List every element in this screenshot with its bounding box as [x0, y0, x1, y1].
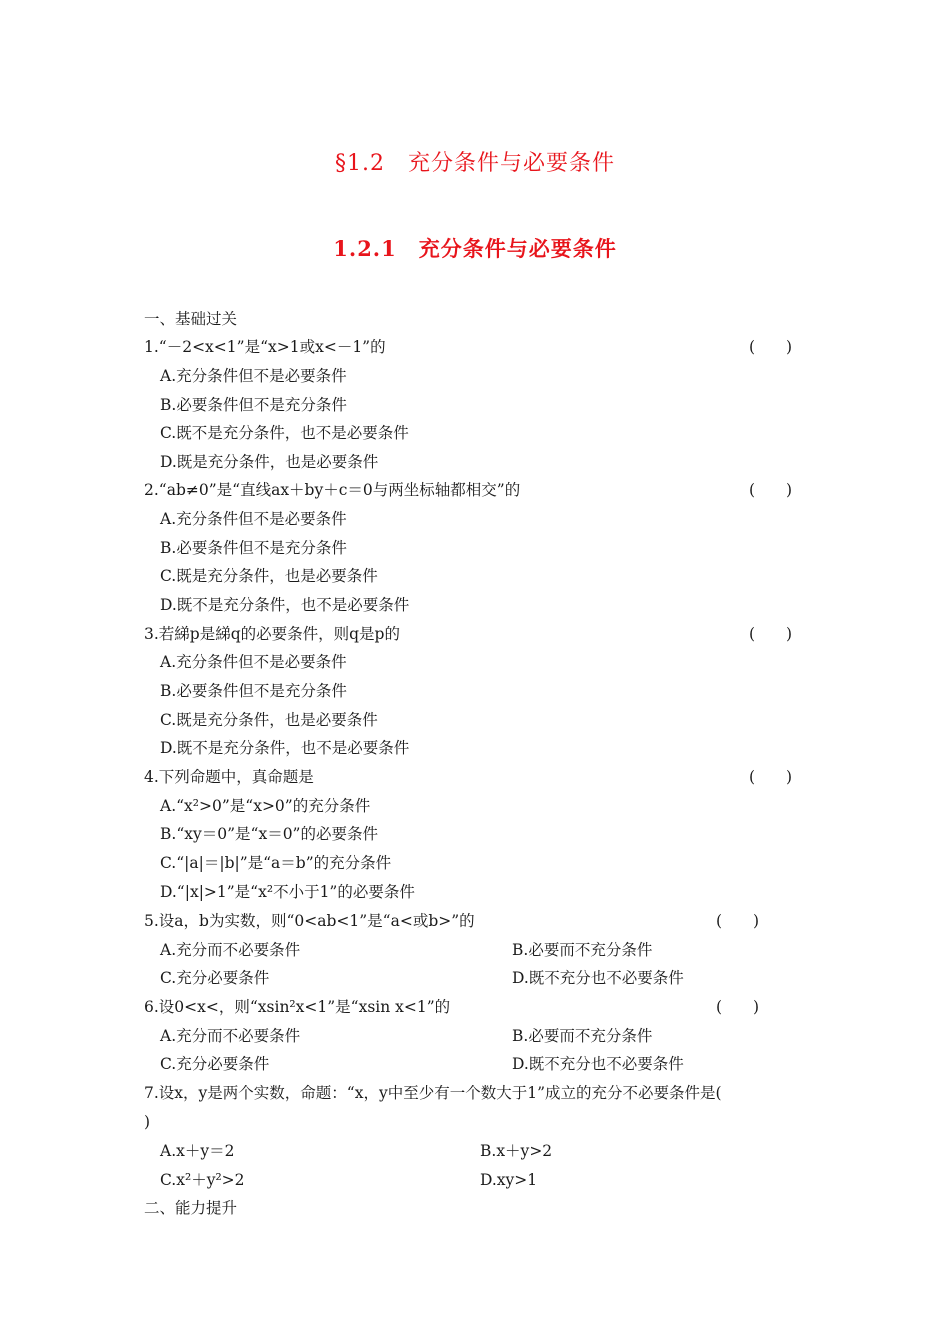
question-2-option-b: B.必要条件但不是充分条件 — [160, 539, 347, 557]
question-7-option-a: A.x＋y＝2 — [160, 1142, 235, 1160]
question-6-stem: 6.设0<x<，则“xsin²x<1”是“xsin x<1”的 — [144, 998, 451, 1016]
question-5-stem: 5.设a，b为实数，则“0<ab<1”是“a<或b>”的 — [144, 912, 475, 930]
question-3-answer-bracket: ( ) — [749, 625, 793, 643]
question-7-option-c: C.x²＋y²>2 — [160, 1171, 245, 1189]
section-heading-basic: 一、基础过关 — [144, 310, 238, 328]
question-7-stem: 7.设x，y是两个实数，命题：“x，y中至少有一个数大于1”成立的充分不必要条件是( — [144, 1084, 722, 1102]
question-7-stem-continuation: ) — [144, 1113, 151, 1131]
question-6-option-d: D.既不充分也不必要条件 — [512, 1055, 684, 1073]
question-5-option-a: A.充分而不必要条件 — [160, 941, 301, 959]
question-4-option-a: A.“x²>0”是“x>0”的充分条件 — [160, 797, 371, 815]
question-3-option-b: B.必要条件但不是充分条件 — [160, 682, 347, 700]
question-1-answer-bracket: ( ) — [749, 338, 793, 356]
chapter-title: §1.2 充分条件与必要条件 — [335, 151, 615, 176]
question-6-option-b: B.必要而不充分条件 — [512, 1027, 653, 1045]
question-7-option-b: B.x＋y>2 — [480, 1142, 553, 1160]
question-2-option-a: A.充分条件但不是必要条件 — [160, 510, 347, 528]
question-4-option-c: C.“|a|＝|b|”是“a＝b”的充分条件 — [160, 854, 392, 872]
question-2-option-c: C.既是充分条件，也是必要条件 — [160, 567, 378, 585]
question-1-stem: 1.“－2<x<1”是“x>1或x<－1”的 — [144, 338, 386, 356]
question-2-option-d: D.既不是充分条件，也不是必要条件 — [160, 596, 410, 614]
section-heading-advanced: 二、能力提升 — [144, 1199, 238, 1217]
question-2-answer-bracket: ( ) — [749, 481, 793, 499]
question-7-option-d: D.xy>1 — [480, 1171, 538, 1189]
question-6-answer-bracket: ( ) — [716, 998, 760, 1016]
question-3-option-c: C.既是充分条件，也是必要条件 — [160, 711, 378, 729]
question-3-stem: 3.若綈p是綈q的必要条件，则q是p的 — [144, 625, 400, 643]
question-3-option-d: D.既不是充分条件，也不是必要条件 — [160, 739, 410, 757]
question-1-option-d: D.既是充分条件，也是必要条件 — [160, 453, 379, 471]
question-5-option-b: B.必要而不充分条件 — [512, 941, 653, 959]
question-1-option-a: A.充分条件但不是必要条件 — [160, 367, 347, 385]
question-2-stem: 2.“ab≠0”是“直线ax＋by＋c＝0与两坐标轴都相交”的 — [144, 481, 521, 499]
question-4-stem: 4.下列命题中，真命题是 — [144, 768, 314, 786]
question-3-option-a: A.充分条件但不是必要条件 — [160, 653, 347, 671]
question-4-option-d: D.“|x|>1”是“x²不小于1”的必要条件 — [160, 883, 415, 901]
question-6-option-c: C.充分必要条件 — [160, 1055, 270, 1073]
question-6-option-a: A.充分而不必要条件 — [160, 1027, 301, 1045]
question-4-option-b: B.“xy＝0”是“x＝0”的必要条件 — [160, 825, 378, 843]
question-5-option-c: C.充分必要条件 — [160, 969, 270, 987]
question-4-answer-bracket: ( ) — [749, 768, 793, 786]
question-5-option-d: D.既不充分也不必要条件 — [512, 969, 684, 987]
question-1-option-c: C.既不是充分条件，也不是必要条件 — [160, 424, 409, 442]
section-title: 1.2.1 充分条件与必要条件 — [333, 236, 617, 261]
question-1-option-b: B.必要条件但不是充分条件 — [160, 396, 347, 414]
question-5-answer-bracket: ( ) — [716, 912, 760, 930]
